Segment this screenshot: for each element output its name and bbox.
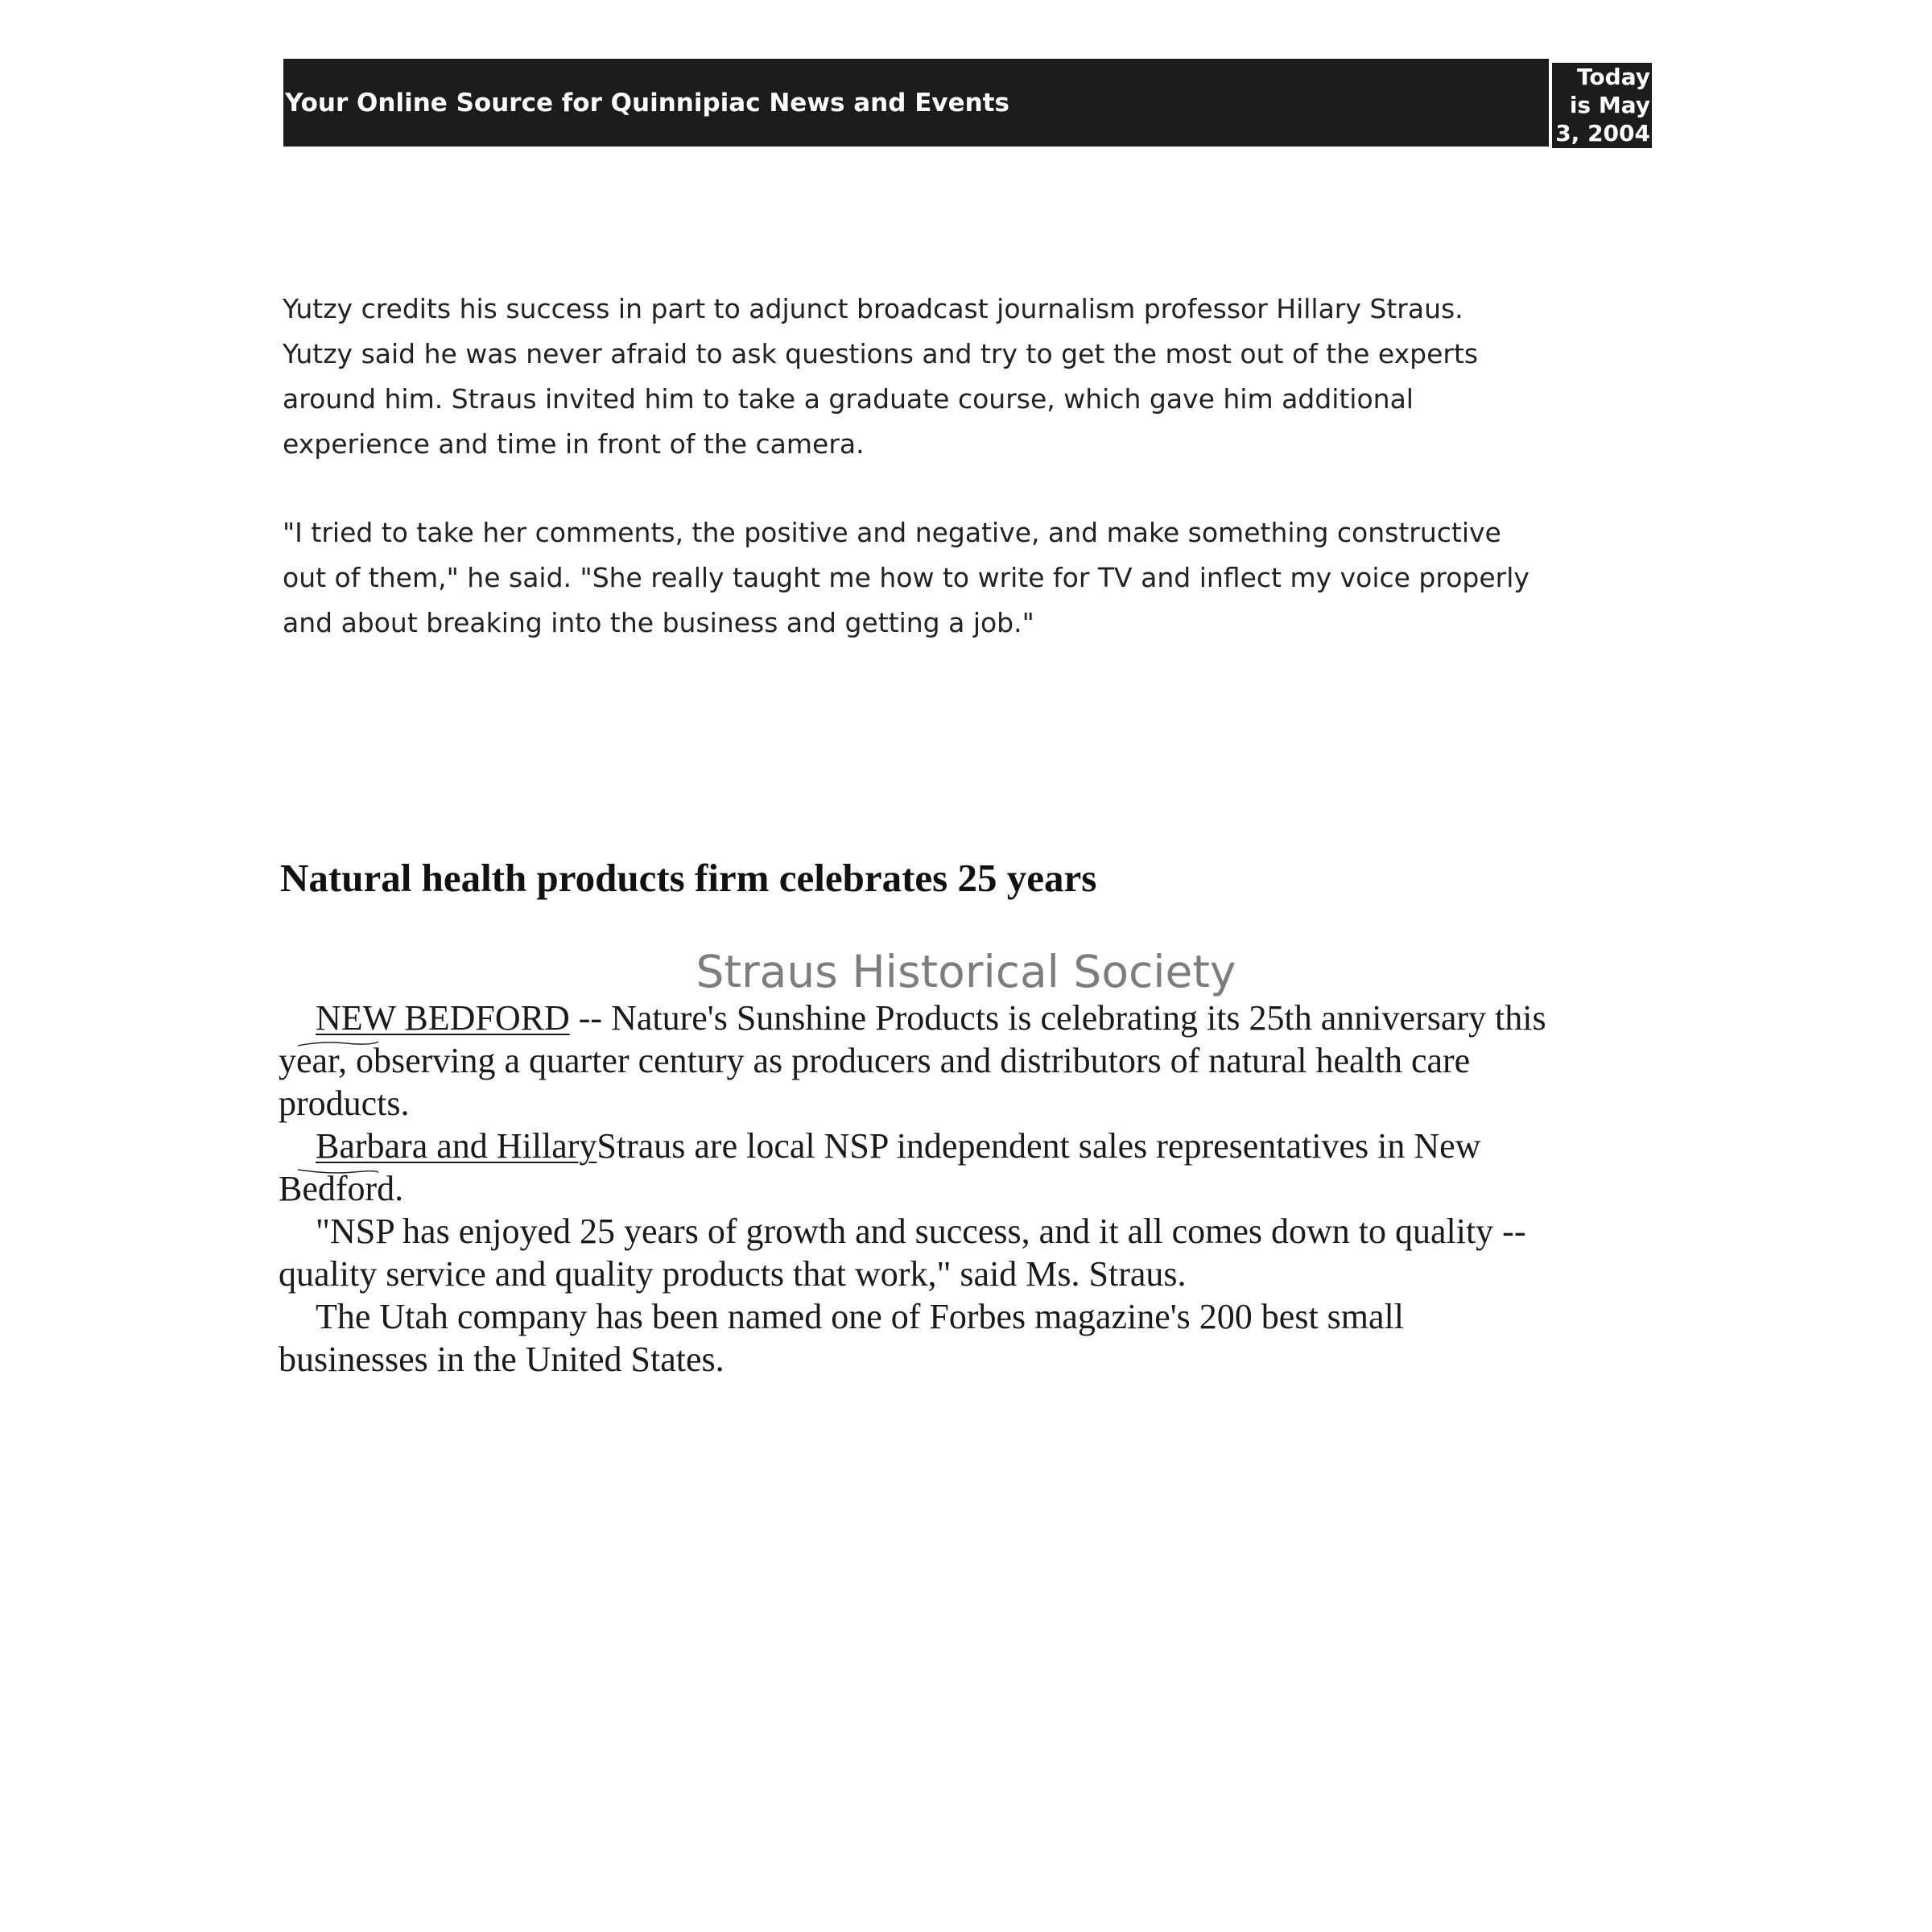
text-line: Barbara and Hillary Straus are local NSP independent sales representatives in New xyxy=(279,1125,1647,1167)
names-underlined: Barbara and Hillary xyxy=(316,1126,597,1166)
watermark: Straus Historical Society xyxy=(696,946,1236,997)
date-line: is May xyxy=(1569,92,1650,118)
news-clipping-body xyxy=(279,997,1647,1381)
site-tagline: Your Online Source for Quinnipiac News and Events xyxy=(285,88,1009,118)
text-line: NEW BEDFORD -- Nature's Sunshine Products is celebrating its 25th anniversary this xyxy=(279,997,1647,1039)
text-line: out of them," he said. "She really taught me how to write for TV and inflect my voice properly xyxy=(283,562,1530,593)
text-line: around him. Straus invited him to take a graduate course, which gave him additional xyxy=(283,383,1414,415)
article-paragraph-2 xyxy=(283,510,1651,646)
article-paragraph-1 xyxy=(283,287,1651,467)
news-headline: Natural health products firm celebrates 25 years xyxy=(280,856,1097,900)
text-line: quality service and quality products that work," said Ms. Straus. xyxy=(279,1254,1187,1294)
text-line: and about breaking into the business and getting a job." xyxy=(283,607,1034,638)
text-line: "I tried to take her comments, the positive and negative, and make something constructive xyxy=(283,517,1501,548)
text-line: "NSP has enjoyed 25 years of growth and success, and it all comes down to quality -- xyxy=(316,1212,1526,1251)
date-line: 3, 2004 xyxy=(1555,120,1650,147)
text-line: businesses in the United States. xyxy=(279,1340,724,1379)
date-line: Today xyxy=(1577,64,1650,90)
site-tagline-banner xyxy=(283,59,1549,147)
text-line: The Utah company has been named one of Forbes magazine's 200 best small xyxy=(316,1297,1404,1336)
text-line: products. xyxy=(279,1084,410,1123)
text-line: Yutzy said he was never afraid to ask questions and try to get the most out of the experts xyxy=(283,338,1479,369)
date-box xyxy=(1552,63,1652,148)
handwritten-underline xyxy=(298,1167,378,1175)
text-line: Bedford. xyxy=(279,1169,404,1208)
text-line: year, observing a quarter century as producers and distributors of natural health care xyxy=(279,1041,1471,1080)
dateline: NEW BEDFORD xyxy=(316,998,570,1038)
text-line: Yutzy credits his success in part to adjunct broadcast journalism professor Hillary Straus. xyxy=(283,293,1463,324)
text-line: experience and time in front of the camera. xyxy=(283,428,865,460)
handwritten-underline xyxy=(298,1039,378,1047)
